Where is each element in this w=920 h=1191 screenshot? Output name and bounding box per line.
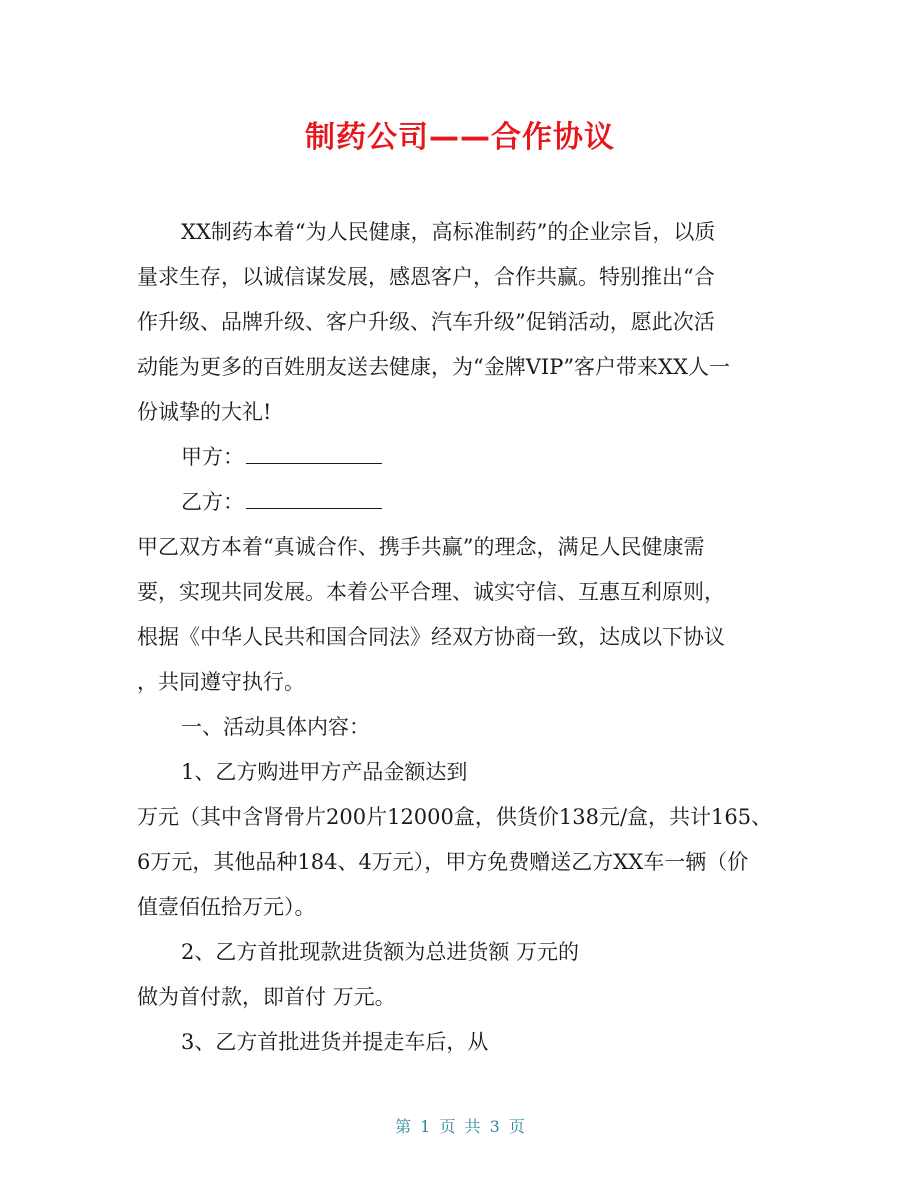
item-1-line: 1、乙方购进甲方产品金额达到 [181, 760, 468, 784]
item-1-paragraph [137, 750, 787, 930]
party-b-label: 乙方： [181, 490, 244, 514]
item-1-line: 6万元，其他品种184、4万元），甲方免费赠送乙方XX车一辆（价 [137, 850, 749, 874]
agreement-line: 要，实现共同发展。本着公平合理、诚实守信、互惠互利原则， [137, 580, 725, 604]
item-2-line: 做为首付款，即首付 万元。 [137, 985, 396, 1009]
item-3-line: 3、乙方首批进货并提走车后，从 [181, 1030, 489, 1054]
agreement-line: 甲乙双方本着“真诚合作、携手共赢”的理念，满足人民健康需 [137, 535, 705, 559]
item-2-line: 2、乙方首批现款进货额为总进货额 万元的 [181, 940, 580, 964]
agreement-line: 根据《中华人民共和国合同法》经双方协商一致，达成以下协议 [137, 625, 725, 649]
intro-line: 量求生存，以诚信谋发展，感恩客户，合作共赢。特别推出“合 [137, 265, 715, 289]
document-body [137, 210, 787, 1065]
party-b-blank [246, 482, 382, 509]
intro-line: XX制药本着“为人民健康，高标准制药”的企业宗旨，以质 [181, 220, 716, 244]
party-a-blank [246, 437, 382, 464]
document-title: 制药公司——合作协议 [305, 120, 615, 155]
party-b-line [137, 480, 787, 525]
agreement-paragraph [137, 525, 787, 705]
item-3-paragraph [137, 1020, 787, 1065]
intro-paragraph [137, 210, 787, 435]
item-1-line: 万元（其中含肾骨片200片12000盒，供货价138元/盒，共计165、 [137, 805, 773, 829]
item-2-paragraph [137, 930, 787, 1020]
party-a-line [137, 435, 787, 480]
intro-line: 动能为更多的百姓朋友送去健康，为“金牌VIP”客户带来XX人一 [137, 355, 730, 379]
intro-line: 作升级、品牌升级、客户升级、汽车升级”促销活动，愿此次活 [137, 310, 715, 334]
intro-line: 份诚挚的大礼! [137, 400, 272, 424]
page-number-footer: 第 1 页 共 3 页 [395, 1117, 525, 1136]
agreement-line: ，共同遵守执行。 [137, 670, 305, 694]
party-a-label: 甲方： [181, 445, 244, 469]
item-1-line: 值壹佰伍拾万元）。 [137, 895, 316, 919]
section-1-heading: 一、活动具体内容： [181, 715, 370, 739]
